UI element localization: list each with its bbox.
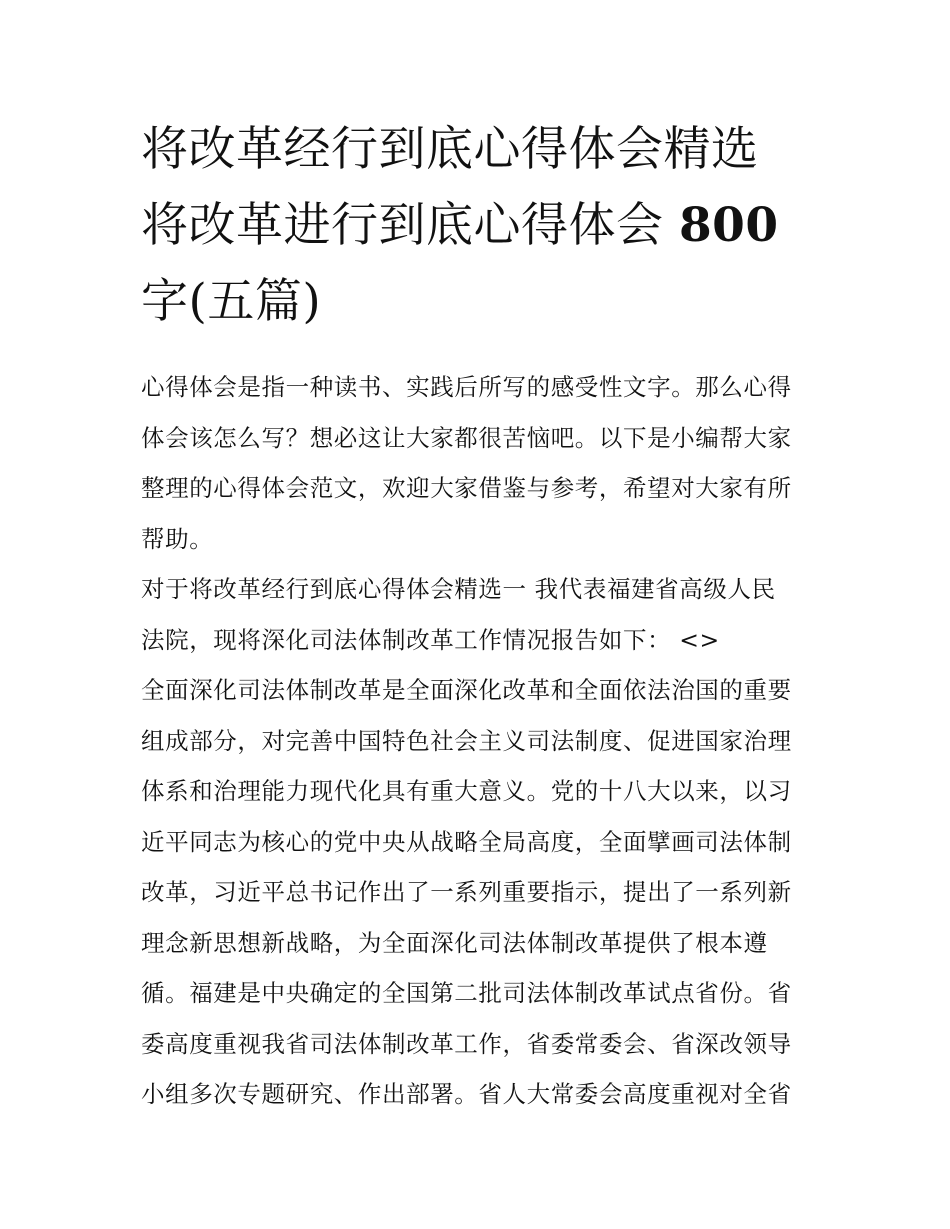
paragraph-line: 小组多次专题研究、作出部署。省人大常委会高度重视对全省 [141, 1080, 792, 1108]
paragraph-line: 体系和治理能力现代化具有重大意义。党的十八大以来，以习 [141, 777, 792, 805]
title-line-2-text: 将改革进行到底心得体会 [141, 198, 664, 253]
paragraph-line: 循。福建是中央确定的全国第二批司法体制改革试点省份。省 [141, 979, 792, 1007]
paragraph-line: 体会该怎么写？想必这让大家都很苦恼吧。以下是小编帮大家 [141, 423, 792, 452]
paragraph-line: 整理的心得体会范文，欢迎大家借鉴与参考，希望对大家有所 [141, 474, 792, 502]
title-line-3: 字(五篇) [141, 274, 322, 329]
paragraph-line: 改革，习近平总书记作出了一系列重要指示，提出了一系列新 [141, 878, 792, 906]
paragraph-line: 全面深化司法体制改革是全面深化改革和全面依法治国的重要 [141, 676, 792, 704]
title-number: 800 [678, 198, 779, 253]
document-title [141, 112, 813, 340]
paragraph-line: 委高度重视我省司法体制改革工作，省委常委会、省深改领导 [141, 1029, 792, 1058]
paragraph-line: 帮助。 [141, 524, 214, 553]
report-intro-paragraph [141, 564, 813, 665]
document-page [141, 112, 813, 1120]
paragraph-line: 对于将改革经行到底心得体会精选一 我代表福建省高级人民 [141, 575, 776, 603]
paragraph-line: 近平同志为核心的党中央从战略全局高度，全面擘画司法体制 [141, 827, 792, 856]
paragraph-line: 法院，现将深化司法体制改革工作情况报告如下： <> [141, 625, 720, 654]
paragraph-line: 心得体会是指一种读书、实践后所写的感受性文字。那么心得 [141, 373, 792, 401]
body-paragraph [141, 665, 813, 1120]
title-line-2 [141, 188, 813, 264]
title-line-1: 将改革经行到底心得体会精选 [141, 122, 759, 177]
paragraph-line: 理念新思想新战略，为全面深化司法体制改革提供了根本遵 [141, 928, 768, 957]
intro-paragraph [141, 362, 813, 564]
paragraph-line: 组成部分，对完善中国特色社会主义司法制度、促进国家治理 [141, 726, 792, 755]
